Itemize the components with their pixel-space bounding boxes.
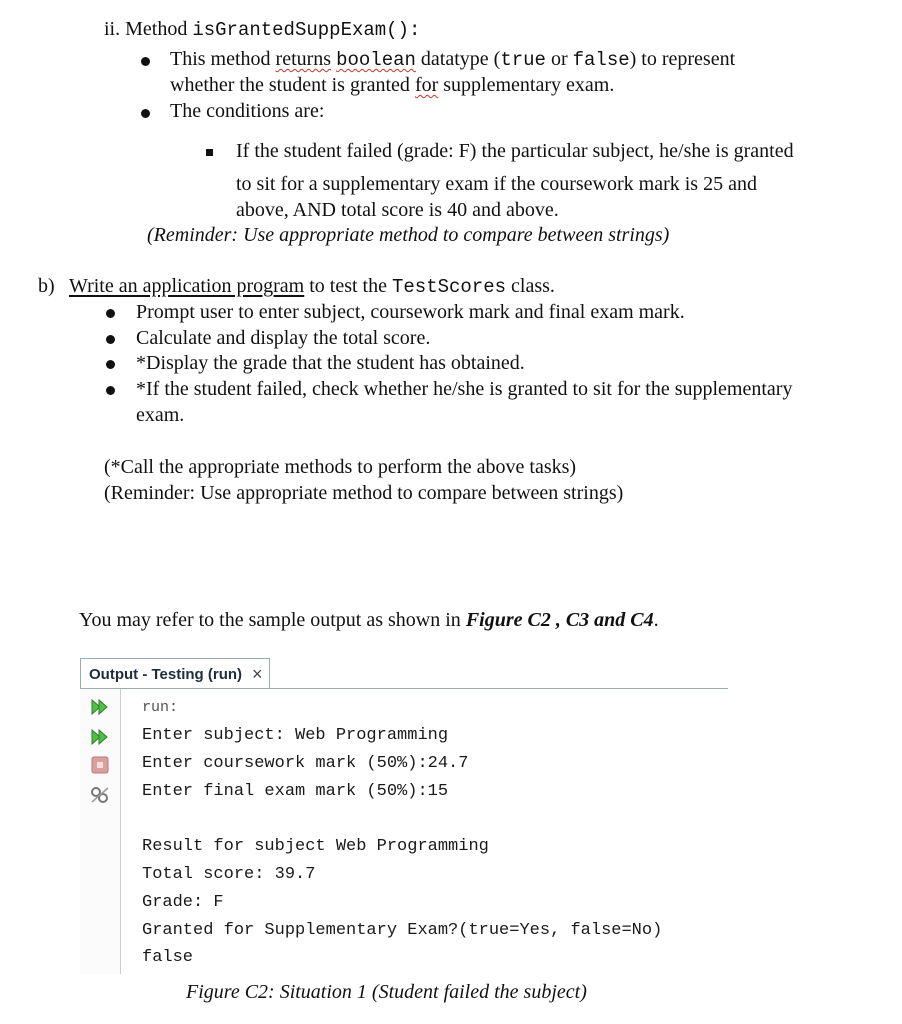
tab-label: Output - Testing (run): [89, 665, 243, 683]
note-reminder: (Reminder: Use appropriate method to compare between strings): [104, 482, 624, 504]
bullet-returns-boolean-cont: whether the student is granted for supplementary exam.: [170, 74, 615, 96]
bullet-dot: [106, 309, 115, 318]
task-calc-total: Calculate and display the total score.: [136, 327, 431, 349]
stop-icon[interactable]: [89, 755, 111, 775]
output-toolbar: [80, 689, 121, 974]
spell-check-word: returns: [275, 48, 332, 70]
task-check-supp: *If the student failed, check whether he/she is granted to sit for the supplementary: [136, 378, 793, 400]
bullet-dot: [141, 57, 150, 66]
console-line: run:: [142, 699, 179, 716]
task-prompt-user: Prompt user to enter subject, coursework mark and final exam mark.: [136, 301, 685, 323]
bullet-dot: [106, 335, 115, 344]
reminder-ii: (Reminder: Use appropriate method to compare between strings): [147, 224, 670, 246]
condition-line-2: to sit for a supplementary exam if the coursework mark is 25 and: [236, 173, 757, 195]
bullet-returns-boolean: This method returns boolean datatype (true or false) to represent: [170, 48, 736, 71]
note-call-methods: (*Call the appropriate methods to perform the above tasks): [104, 456, 577, 478]
bullet-dot: [141, 109, 150, 118]
condition-line-3: above, AND total score is 40 and above.: [236, 199, 559, 221]
console-line: Result for subject Web Programming: [142, 837, 489, 856]
console-line: false: [142, 948, 194, 967]
heading-method-code: isGrantedSuppExam():: [192, 19, 421, 41]
write-app-link: Write an application program: [69, 275, 305, 297]
code-false: false: [572, 49, 630, 71]
refer-sample-output: You may refer to the sample output as shown in Figure C2 , C3 and C4.: [79, 609, 659, 631]
bullet-dot: [106, 386, 115, 395]
code-true: true: [500, 49, 546, 71]
figure-refs: Figure C2 , C3 and C4: [465, 609, 654, 631]
bullet-square: [206, 149, 213, 156]
console-line: Grade: F: [142, 893, 224, 912]
tab-output-testing[interactable]: [80, 658, 270, 689]
console-line: Total score: 39.7: [142, 865, 316, 884]
bullet-conditions: The conditions are:: [170, 100, 325, 122]
task-display-grade: *Display the grade that the student has obtained.: [136, 352, 525, 374]
bullet-dot: [106, 360, 115, 369]
console-line: Granted for Supplementary Exam?(true=Yes, false=No): [142, 921, 663, 940]
code-testscores: TestScores: [391, 276, 507, 298]
rerun-different-icon[interactable]: [89, 727, 111, 747]
settings-icon[interactable]: [89, 785, 111, 805]
close-icon[interactable]: ×: [252, 663, 263, 684]
console-line: Enter coursework mark (50%):24.7: [142, 754, 469, 773]
figure-caption: Figure C2: Situation 1 (Student failed the subject): [186, 981, 587, 1003]
tab-underline: [80, 688, 728, 689]
console-line: Enter subject: Web Programming: [142, 726, 449, 745]
code-boolean: boolean: [336, 49, 416, 71]
output-panel: [80, 658, 728, 974]
rerun-icon[interactable]: [89, 697, 111, 717]
task-check-supp-cont: exam.: [136, 404, 185, 426]
spell-check-word: for: [414, 74, 439, 96]
condition-line-1: If the student failed (grade: F) the particular subject, he/she is granted: [236, 140, 794, 162]
section-b-label: b): [38, 275, 55, 297]
console-line: Enter final exam mark (50%):15: [142, 782, 449, 801]
section-b-title: Write an application program to test the TestScores class.: [69, 275, 555, 298]
heading-prefix: ii. Method: [104, 18, 193, 40]
section-ii-heading: [104, 18, 420, 41]
